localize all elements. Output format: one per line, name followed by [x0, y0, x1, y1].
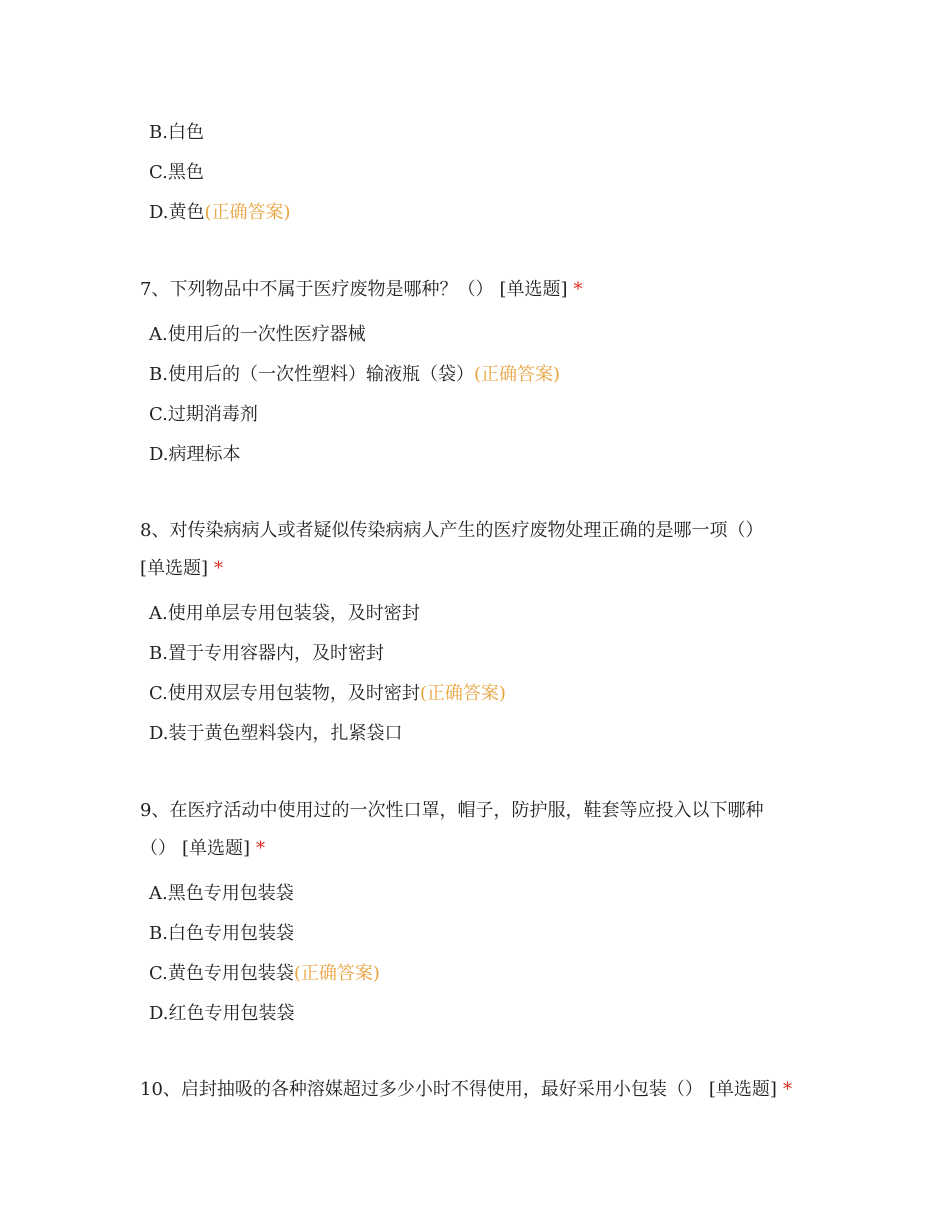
- correct-answer-tag: (正确答案): [293, 963, 380, 984]
- option-6-d: [149, 201, 291, 225]
- question-type: [单选题]: [140, 558, 209, 579]
- question-text-cont: （）: [140, 838, 176, 859]
- option-8-b: [149, 642, 384, 666]
- option-text: C.过期消毒剂: [149, 404, 258, 425]
- option-7-a: [149, 323, 366, 347]
- option-9-a: [149, 882, 294, 906]
- question-type: [单选题]: [182, 838, 251, 859]
- option-7-b: [149, 363, 560, 387]
- option-text: A.黑色专用包装袋: [149, 883, 294, 904]
- option-text: D.红色专用包装袋: [149, 1003, 295, 1024]
- option-text: B.使用后的（一次性塑料）输液瓶（袋）: [149, 364, 474, 385]
- option-7-c: [149, 403, 258, 427]
- option-text: C.使用双层专用包装物，及时密封: [149, 683, 420, 704]
- option-text: B.置于专用容器内，及时密封: [149, 643, 384, 664]
- question-8-title-line2: [140, 557, 223, 581]
- required-star: *: [214, 558, 224, 579]
- required-star: *: [256, 838, 266, 859]
- option-text: A.使用后的一次性医疗器械: [149, 324, 366, 345]
- option-text: D.病理标本: [149, 444, 241, 465]
- option-9-b: [149, 922, 294, 946]
- required-star: *: [573, 279, 583, 300]
- question-text: 10、启封抽吸的各种溶媒超过多少小时不得使用，最好采用小包装（）: [140, 1079, 703, 1100]
- option-8-c: [149, 682, 506, 706]
- question-8-title-line1: [140, 519, 763, 543]
- option-9-d: [149, 1002, 295, 1026]
- option-text: A.使用单层专用包装袋，及时密封: [149, 603, 420, 624]
- correct-answer-tag: (正确答案): [204, 202, 291, 223]
- question-type: [单选题]: [708, 1079, 777, 1100]
- question-9-title-line1: [140, 799, 763, 823]
- option-8-a: [149, 602, 420, 626]
- option-6-c: [149, 161, 204, 185]
- question-text: 8、对传染病病人或者疑似传染病病人产生的医疗废物处理正确的是哪一项（）: [140, 520, 764, 541]
- option-text: C.黄色专用包装袋: [149, 963, 294, 984]
- option-text: C.黑色: [149, 162, 204, 183]
- question-10-title: [140, 1078, 792, 1102]
- question-text: 9、在医疗活动中使用过的一次性口罩，帽子，防护服，鞋套等应投入以下哪种: [140, 800, 764, 821]
- option-6-b: [149, 121, 204, 145]
- question-text: 7、下列物品中不属于医疗废物是哪种？（）: [140, 279, 494, 300]
- option-9-c: [149, 962, 380, 986]
- question-9-title-line2: [140, 837, 265, 861]
- question-type: [单选题]: [499, 279, 568, 300]
- option-8-d: [149, 722, 403, 746]
- option-text: B.白色专用包装袋: [149, 923, 294, 944]
- option-text: D.黄色: [149, 202, 205, 223]
- correct-answer-tag: (正确答案): [419, 683, 506, 704]
- option-text: B.白色: [149, 122, 204, 143]
- option-text: D.装于黄色塑料袋内，扎紧袋口: [149, 723, 403, 744]
- option-7-d: [149, 443, 241, 467]
- correct-answer-tag: (正确答案): [473, 364, 560, 385]
- required-star: *: [782, 1079, 792, 1100]
- question-7-title: [140, 278, 583, 302]
